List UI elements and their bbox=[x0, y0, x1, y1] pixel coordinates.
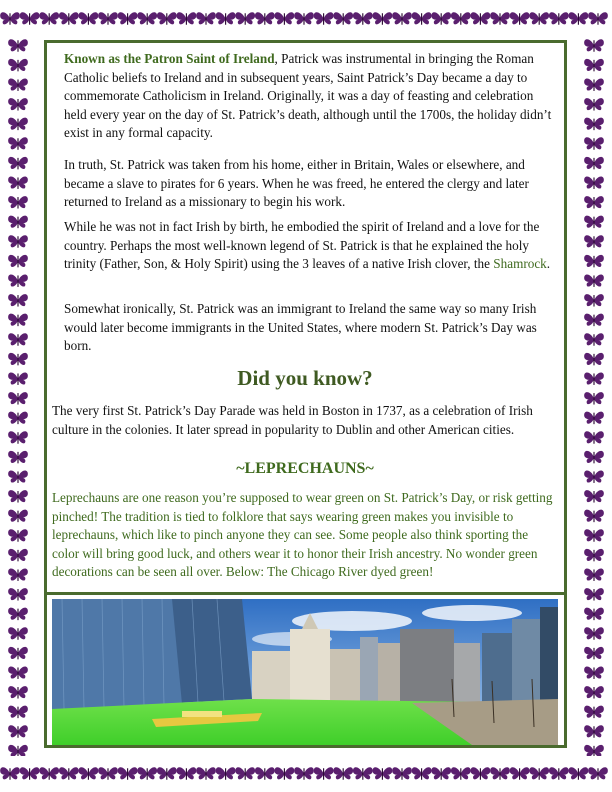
butterfly-icon bbox=[59, 767, 79, 779]
butterfly-icon bbox=[118, 767, 138, 779]
paragraph-text: , Patrick was instrumental in bringing the Roman Catholic beliefs to Ireland and in subsequent years, Saint Patrick’s Day became a day to commemorate Catholicism in Ireland. Originally, it was a day of feasting and celebration held every year on the day of St. Patrick’s death, although until the 1700s, the holiday didn’t exist in any formal capacity. bbox=[64, 51, 552, 141]
butterfly-icon-row bbox=[0, 756, 612, 792]
did-you-know-heading: Did you know? bbox=[237, 366, 373, 390]
butterfly-icon bbox=[584, 98, 604, 110]
butterfly-icon bbox=[20, 12, 40, 24]
butterfly-icon bbox=[8, 78, 28, 90]
butterfly-icon bbox=[79, 12, 99, 24]
butterfly-icon-column bbox=[0, 36, 36, 756]
butterfly-icon bbox=[588, 767, 608, 779]
butterfly-icon bbox=[584, 39, 604, 51]
butterfly-icon bbox=[8, 353, 28, 365]
butterfly-icon bbox=[584, 392, 604, 404]
butterfly-icon bbox=[8, 666, 28, 678]
butterfly-icon bbox=[584, 451, 604, 463]
butterfly-icon bbox=[333, 12, 353, 24]
butterfly-icon bbox=[255, 767, 275, 779]
butterfly-icon bbox=[584, 118, 604, 130]
butterfly-border-bottom bbox=[0, 756, 612, 792]
butterfly-icon bbox=[584, 412, 604, 424]
butterfly-icon bbox=[255, 12, 275, 24]
butterfly-icon bbox=[490, 12, 510, 24]
butterfly-icon bbox=[8, 255, 28, 267]
butterfly-icon bbox=[353, 767, 373, 779]
butterfly-icon bbox=[584, 549, 604, 561]
butterfly-icon bbox=[137, 12, 157, 24]
butterfly-icon bbox=[584, 608, 604, 620]
butterfly-icon bbox=[8, 608, 28, 620]
butterfly-icon bbox=[584, 235, 604, 247]
butterfly-icon bbox=[569, 12, 589, 24]
butterfly-icon bbox=[584, 274, 604, 286]
butterfly-icon bbox=[584, 588, 604, 600]
butterfly-icon bbox=[275, 767, 295, 779]
butterfly-icon bbox=[8, 686, 28, 698]
butterfly-icon bbox=[392, 12, 412, 24]
chicago-river-photo bbox=[52, 599, 558, 745]
paragraph-slavery: In truth, St. Patrick was taken from his home, either in Britain, Wales or elsewhere, and became a slave to pirates for 6 years. When he was freed, he entered the clergy and later returned to Ireland as a missionary to begin his work. bbox=[64, 157, 529, 210]
butterfly-icon bbox=[8, 412, 28, 424]
butterfly-icon bbox=[294, 12, 314, 24]
butterfly-border-left bbox=[0, 36, 36, 756]
butterfly-icon bbox=[8, 745, 28, 756]
butterfly-icon bbox=[8, 510, 28, 522]
butterfly-icon bbox=[177, 767, 197, 779]
butterfly-icon bbox=[510, 12, 530, 24]
butterfly-icon bbox=[235, 767, 255, 779]
butterfly-icon bbox=[275, 12, 295, 24]
butterfly-icon bbox=[177, 12, 197, 24]
butterfly-icon bbox=[8, 39, 28, 51]
butterfly-icon bbox=[8, 431, 28, 443]
butterfly-icon bbox=[8, 333, 28, 345]
butterfly-icon bbox=[157, 12, 177, 24]
butterfly-icon bbox=[549, 12, 569, 24]
butterfly-icon bbox=[8, 725, 28, 737]
butterfly-icon bbox=[20, 767, 40, 779]
butterfly-icon bbox=[584, 333, 604, 345]
butterfly-icon bbox=[529, 767, 549, 779]
butterfly-icon bbox=[373, 767, 393, 779]
butterfly-icon bbox=[584, 490, 604, 502]
butterfly-icon bbox=[196, 767, 216, 779]
paragraph-patron-saint bbox=[52, 50, 558, 143]
butterfly-icon bbox=[8, 706, 28, 718]
butterfly-icon bbox=[584, 647, 604, 659]
butterfly-icon bbox=[8, 137, 28, 149]
butterfly-icon bbox=[196, 12, 216, 24]
butterfly-icon bbox=[8, 274, 28, 286]
butterfly-icon bbox=[584, 372, 604, 384]
butterfly-icon bbox=[584, 176, 604, 188]
butterfly-icon bbox=[8, 392, 28, 404]
butterfly-icon bbox=[137, 767, 157, 779]
butterfly-icon bbox=[584, 157, 604, 169]
butterfly-icon bbox=[8, 98, 28, 110]
butterfly-icon bbox=[8, 294, 28, 306]
butterfly-icon bbox=[98, 12, 118, 24]
butterfly-icon bbox=[118, 12, 138, 24]
butterfly-icon bbox=[490, 767, 510, 779]
butterfly-icon bbox=[157, 767, 177, 779]
butterfly-icon bbox=[471, 767, 491, 779]
butterfly-icon bbox=[59, 12, 79, 24]
butterfly-icon bbox=[8, 588, 28, 600]
butterfly-icon bbox=[373, 12, 393, 24]
leprechauns-heading: ~LEPRECHAUNS~ bbox=[236, 460, 374, 477]
butterfly-icon bbox=[8, 451, 28, 463]
butterfly-icon bbox=[510, 767, 530, 779]
butterfly-icon bbox=[8, 176, 28, 188]
butterfly-icon bbox=[584, 529, 604, 541]
butterfly-border-top bbox=[0, 0, 612, 36]
butterfly-icon bbox=[584, 431, 604, 443]
butterfly-icon bbox=[451, 767, 471, 779]
butterfly-icon bbox=[584, 706, 604, 718]
butterfly-icon bbox=[451, 12, 471, 24]
butterfly-icon bbox=[584, 745, 604, 756]
butterfly-icon bbox=[8, 59, 28, 71]
lead-phrase: Known as the Patron Saint of Ireland bbox=[64, 51, 275, 66]
butterfly-icon bbox=[39, 767, 59, 779]
paragraph-immigrant: Somewhat ironically, St. Patrick was an immigrant to Ireland the same way so many Irish would later become immigrants in the United States, where modern St. Patrick’s Day was born. bbox=[64, 301, 537, 354]
butterfly-icon bbox=[79, 767, 99, 779]
butterfly-icon bbox=[333, 767, 353, 779]
butterfly-icon bbox=[8, 470, 28, 482]
paragraph-end: . bbox=[546, 256, 551, 272]
butterfly-icon bbox=[8, 568, 28, 580]
butterfly-icon bbox=[584, 686, 604, 698]
butterfly-icon bbox=[584, 196, 604, 208]
butterfly-icon bbox=[39, 12, 59, 24]
butterfly-icon bbox=[569, 767, 589, 779]
butterfly-icon bbox=[8, 235, 28, 247]
butterfly-icon bbox=[584, 314, 604, 326]
butterfly-icon bbox=[412, 12, 432, 24]
butterfly-icon bbox=[8, 490, 28, 502]
butterfly-icon bbox=[0, 767, 20, 779]
butterfly-icon bbox=[412, 767, 432, 779]
butterfly-icon bbox=[8, 529, 28, 541]
butterfly-icon bbox=[584, 137, 604, 149]
butterfly-icon bbox=[8, 118, 28, 130]
butterfly-icon bbox=[314, 12, 334, 24]
butterfly-icon bbox=[216, 767, 236, 779]
photo-divider bbox=[44, 592, 567, 595]
butterfly-icon-row bbox=[0, 0, 612, 36]
butterfly-icon bbox=[8, 216, 28, 228]
butterfly-icon bbox=[549, 767, 569, 779]
butterfly-icon bbox=[584, 470, 604, 482]
butterfly-icon bbox=[353, 12, 373, 24]
butterfly-icon bbox=[431, 12, 451, 24]
did-you-know-text: The very first St. Patrick’s Day Parade was held in Boston in 1737, as a celebration of Irish culture in the colonies. It later spread in popularity to Dublin and other American cities. bbox=[52, 403, 533, 437]
butterfly-icon bbox=[235, 12, 255, 24]
butterfly-icon bbox=[294, 767, 314, 779]
butterfly-icon bbox=[584, 294, 604, 306]
butterfly-icon bbox=[314, 767, 334, 779]
butterfly-icon bbox=[8, 372, 28, 384]
butterfly-icon bbox=[0, 12, 20, 24]
butterfly-icon bbox=[8, 157, 28, 169]
butterfly-icon bbox=[588, 12, 608, 24]
butterfly-icon bbox=[8, 627, 28, 639]
butterfly-border-right bbox=[576, 36, 612, 756]
butterfly-icon bbox=[392, 767, 412, 779]
butterfly-icon bbox=[584, 510, 604, 522]
butterfly-icon bbox=[8, 549, 28, 561]
butterfly-icon bbox=[8, 647, 28, 659]
butterfly-icon-column bbox=[576, 36, 612, 756]
butterfly-icon bbox=[216, 12, 236, 24]
butterfly-icon bbox=[584, 353, 604, 365]
butterfly-icon bbox=[584, 255, 604, 267]
butterfly-icon bbox=[584, 725, 604, 737]
butterfly-icon bbox=[98, 767, 118, 779]
butterfly-icon bbox=[584, 627, 604, 639]
butterfly-icon bbox=[471, 12, 491, 24]
butterfly-icon bbox=[584, 216, 604, 228]
butterfly-icon bbox=[584, 78, 604, 90]
butterfly-icon bbox=[584, 568, 604, 580]
butterfly-icon bbox=[584, 59, 604, 71]
paragraph-text: While he was not in fact Irish by birth, he embodied the spirit of Ireland and a love for the country. Perhaps the most well-known legend of St. Patrick is that he explained the holy trinity (Father, Son, & Holy Spirit) using the 3 leaves of a native Irish clover, the bbox=[64, 219, 540, 272]
butterfly-icon bbox=[529, 12, 549, 24]
butterfly-icon bbox=[8, 314, 28, 326]
butterfly-icon bbox=[8, 196, 28, 208]
butterfly-icon bbox=[584, 666, 604, 678]
shamrock-link[interactable]: Shamrock bbox=[493, 256, 547, 272]
city-skyline-image bbox=[52, 599, 558, 745]
butterfly-icon bbox=[431, 767, 451, 779]
paragraph-shamrock bbox=[52, 218, 558, 274]
leprechauns-text: Leprechauns are one reason you’re supposed to wear green on St. Patrick’s Day, or risk getting pinched! The tradition is tied to folklore that says wearing green makes you invisible to leprechauns, which like to pinch anyone they can see. Some people also think sporting the color will bring good luck, and others wear it to honor their Irish ancestry. No wonder green decorations can be seen all over. Below: The Chicago River dyed green! bbox=[52, 490, 553, 580]
